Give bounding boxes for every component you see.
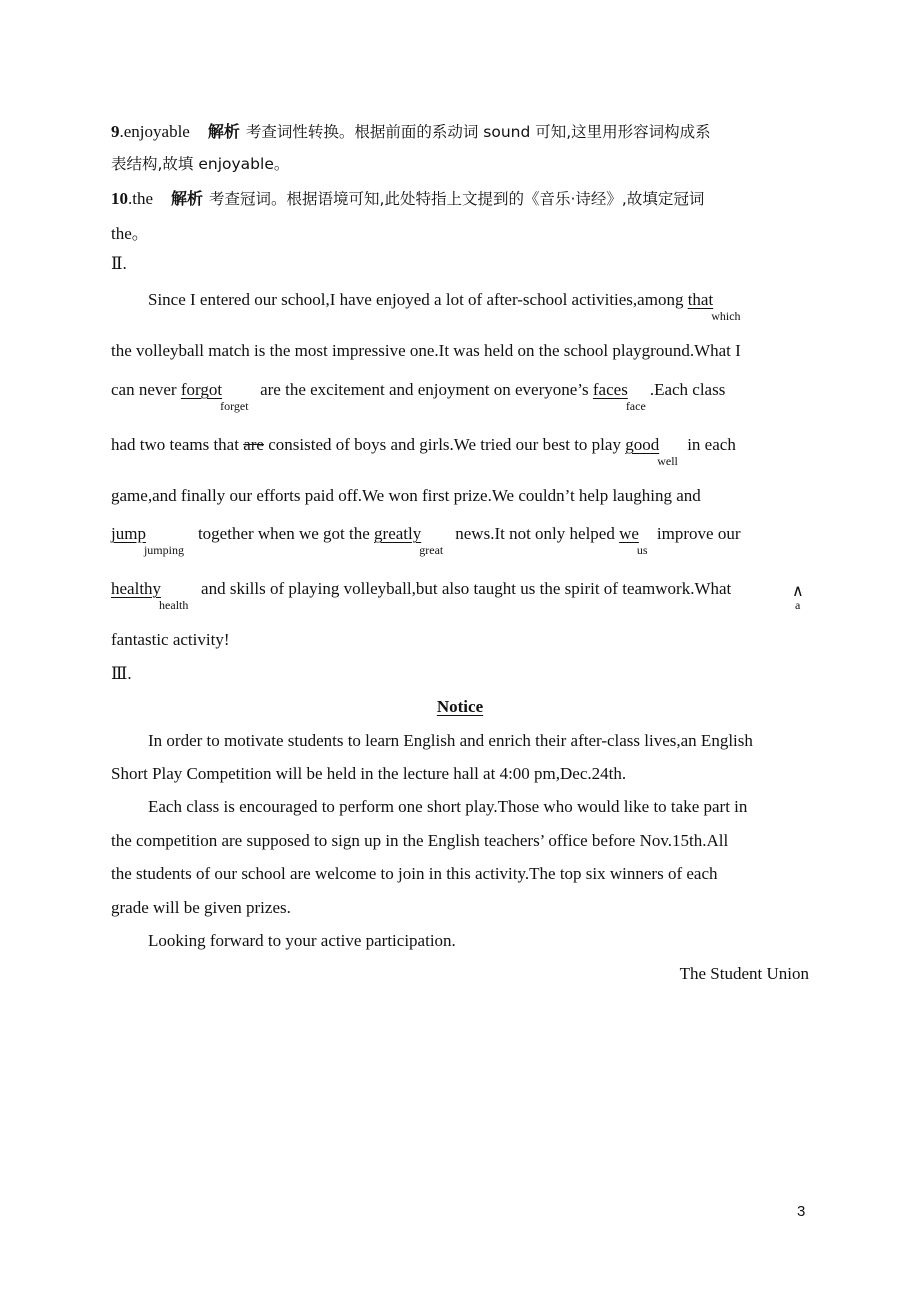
notice-signature: The Student Union: [679, 964, 809, 983]
essay-line-4: [111, 435, 811, 468]
error-4-deleted-word: are: [243, 435, 264, 454]
error-8-correction: us: [636, 543, 648, 557]
error-9: [111, 579, 189, 612]
error-3: [592, 380, 646, 413]
essay-text: consisted of boys and girls.We tried our best to play: [263, 435, 626, 454]
answer-10-explanation: 考查冠词。根据语境可知,此处特指上文提到的《音乐·诗经》,故填定冠词: [209, 190, 705, 208]
error-3-correction: face: [625, 399, 646, 413]
notice-p2-line-2: the competition are supposed to sign up in the English teachers’ office before Nov.15th.All: [111, 831, 729, 850]
essay-text: can never: [111, 380, 181, 399]
error-8-wrong: we: [619, 524, 639, 543]
answer-10-word: .the: [128, 189, 154, 208]
answer-9-line-2: 表结构,故填 enjoyable。: [111, 155, 290, 173]
error-6-correction: jumping: [143, 543, 184, 557]
error-5: [625, 435, 678, 468]
essay-line-5: game,and finally our efforts paid off.We won first prize.We couldn’t help laughing and: [111, 486, 701, 505]
notice-p1-line-1: In order to motivate students to learn English and enrich their after-class lives,an English: [148, 731, 753, 750]
essay-line-8: fantastic activity!: [111, 630, 230, 649]
error-9-correction: health: [159, 598, 189, 612]
notice-p1-line-2: Short Play Competition will be held in the lecture hall at 4:00 pm,Dec.24th.: [111, 764, 627, 783]
notice-p2-line-3: the students of our school are welcome to join in this activity.The top six winners of each: [111, 864, 718, 883]
error-1-correction: which: [711, 309, 741, 323]
essay-text: in each: [687, 435, 736, 454]
section-2-heading: Ⅱ.: [111, 254, 127, 273]
error-1-wrong: that: [687, 290, 714, 309]
error-7: [374, 524, 444, 557]
error-1: [687, 290, 741, 323]
error-2: [180, 380, 249, 413]
section-3-heading: Ⅲ.: [111, 664, 132, 683]
notice-p2-line-4: grade will be given prizes.: [111, 898, 291, 917]
essay-line-6: [111, 524, 811, 557]
essay-text: had two teams that: [111, 435, 244, 454]
essay-text: together when we got the: [197, 524, 375, 543]
error-3-wrong: faces: [592, 380, 628, 399]
error-7-correction: great: [419, 543, 444, 557]
page-number: 3: [797, 1203, 806, 1220]
essay-line-7: [111, 579, 811, 612]
essay-line-3: [111, 380, 811, 413]
answer-9-line-1: [111, 119, 811, 142]
answer-9-tag: 解析: [207, 122, 240, 141]
error-6: [111, 524, 184, 557]
error-5-wrong: good: [625, 435, 660, 454]
notice-p2-line-1: Each class is encouraged to perform one short play.Those who would like to take part in: [148, 797, 748, 816]
essay-text: are the excitement and enjoyment on everyone’s: [260, 380, 593, 399]
answer-10-line-2: the。: [111, 224, 149, 243]
error-7-wrong: greatly: [374, 524, 422, 543]
essay-text: improve our: [656, 524, 741, 543]
error-5-correction: well: [657, 454, 678, 468]
answer-9-explanation: 考查词性转换。根据前面的系动词 sound 可知,这里用形容词构成系: [245, 123, 711, 141]
essay-text: .Each class: [649, 380, 726, 399]
error-10-correction: a: [795, 598, 801, 612]
answer-9-number: 9: [111, 122, 120, 141]
essay-text: news.It not only helped: [455, 524, 620, 543]
answer-10-tag: 解析: [171, 189, 204, 208]
error-8: [619, 524, 648, 557]
essay-line-2: the volleyball match is the most impressive one.It was held on the school playground.What I: [111, 341, 741, 360]
error-2-wrong: forgot: [180, 380, 223, 399]
essay-line-1: [148, 290, 848, 323]
essay-text: Since I entered our school,I have enjoyed a lot of after-school activities,among: [148, 290, 688, 309]
error-9-wrong: healthy: [111, 579, 162, 598]
answer-10-line-1: [111, 186, 811, 209]
answer-10-number: 10: [111, 189, 128, 208]
answer-9-word: .enjoyable: [119, 122, 190, 141]
notice-title: Notice: [436, 697, 484, 716]
essay-text: and skills of playing volleyball,but also taught us the spirit of teamwork.What: [201, 579, 732, 598]
insertion-caret: ∧: [792, 583, 804, 600]
notice-p3: Looking forward to your active participation.: [148, 931, 456, 950]
error-2-correction: forget: [220, 399, 249, 413]
error-6-wrong: jump: [111, 524, 146, 543]
